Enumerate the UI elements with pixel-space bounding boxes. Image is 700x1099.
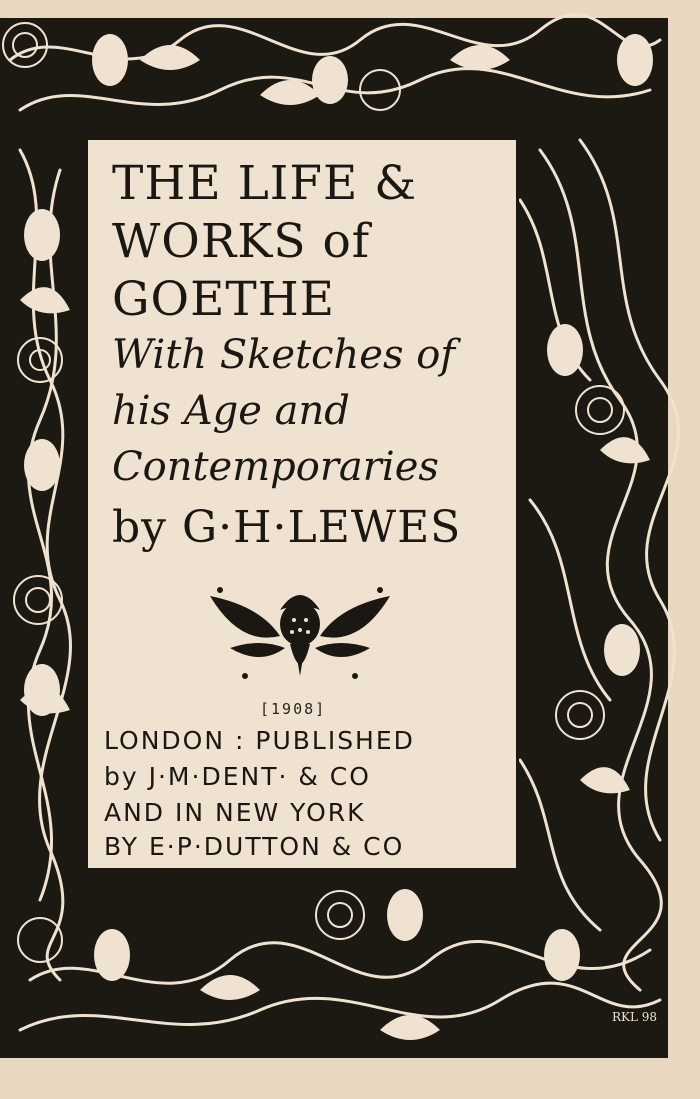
imprint-line-2: by J·M·DENT· & CO <box>104 762 371 791</box>
imprint-line-1: LONDON : PUBLISHED <box>104 726 415 755</box>
imprint-line-4: BY E·P·DUTTON & CO <box>104 832 405 861</box>
title-panel <box>88 140 516 868</box>
thistle-ornament-icon <box>190 576 410 686</box>
date-annotation: [1908] <box>260 700 327 718</box>
title-line-2: WORKS of <box>112 214 371 269</box>
author-line: by G·H·LEWES <box>112 502 462 553</box>
imprint-line-3: AND IN NEW YORK <box>104 798 366 827</box>
subtitle-line-3: Contemporaries <box>112 444 439 490</box>
title-line-1: THE LIFE & <box>112 156 418 211</box>
artist-signature: RKL 98 <box>612 1010 658 1024</box>
subtitle-line-2: his Age and <box>112 388 350 434</box>
subtitle-line-1: With Sketches of <box>112 332 456 378</box>
title-line-3: GOETHE <box>112 272 336 327</box>
